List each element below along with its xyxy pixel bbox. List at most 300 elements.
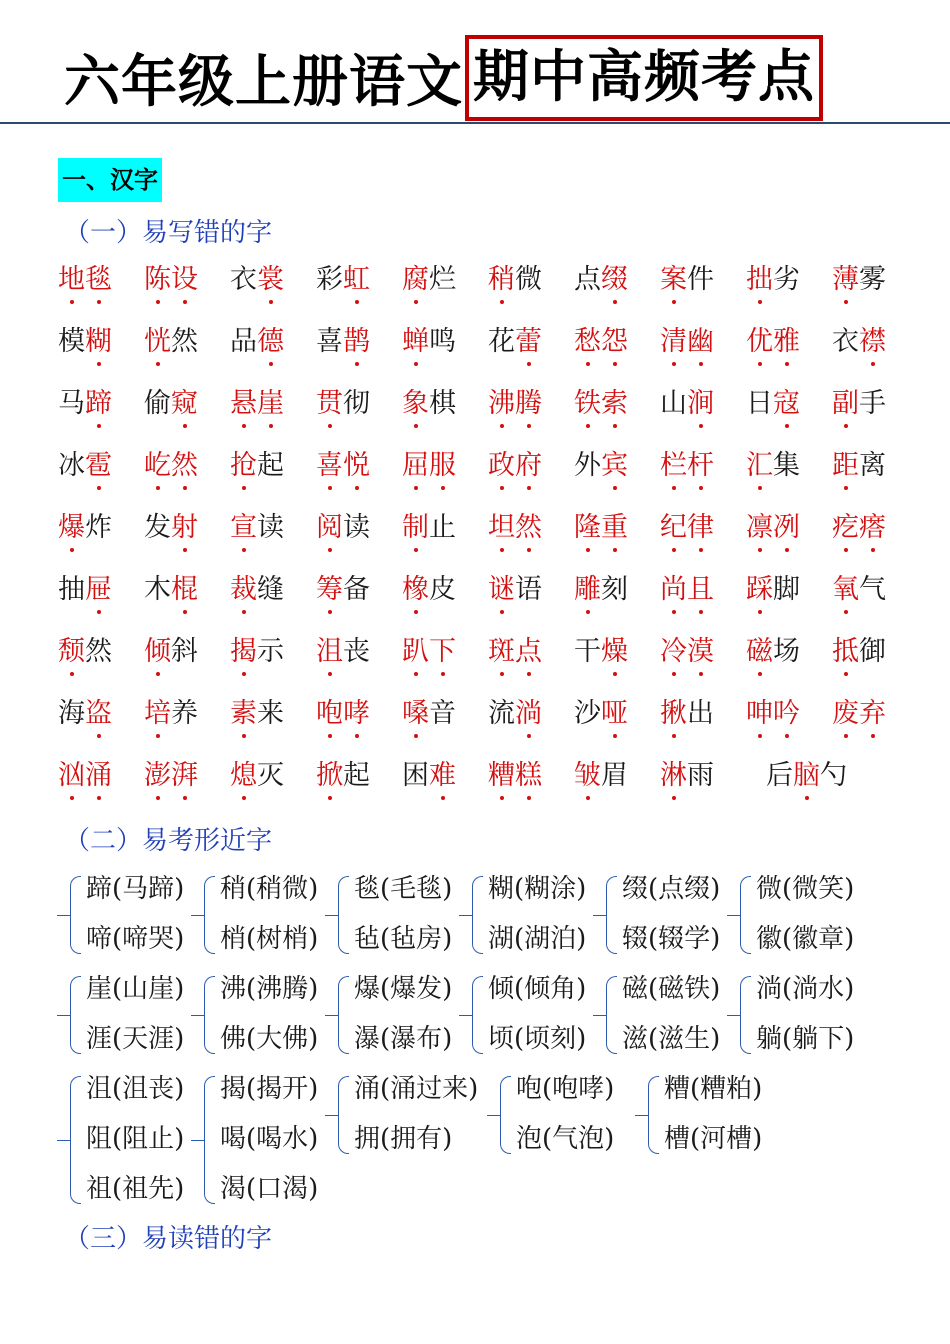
similar-char-entry: 倾(倾角) — [488, 974, 587, 1004]
highlighted-char: 揭 — [230, 624, 257, 680]
highlighted-char: 稍 — [488, 252, 515, 308]
word-item — [488, 624, 542, 680]
plain-char: 偷 — [144, 388, 171, 419]
similar-char-group — [516, 1064, 614, 1164]
highlighted-char: 毯 — [85, 252, 112, 308]
word-row — [58, 562, 938, 624]
highlighted-char: 愁 — [574, 314, 601, 370]
word-item — [316, 252, 370, 308]
brace-tip — [325, 1015, 339, 1016]
highlighted-char: 雹 — [85, 438, 112, 494]
highlighted-char: 象 — [402, 376, 429, 432]
highlighted-char: 裁 — [230, 562, 257, 618]
plain-char: 语 — [515, 574, 542, 605]
similar-char-entry: 辍(辍学) — [622, 924, 721, 954]
plain-char: 止 — [429, 512, 456, 543]
word-item — [316, 500, 370, 556]
word-item — [316, 686, 370, 742]
word-item — [660, 624, 714, 680]
word-row — [58, 252, 938, 314]
brace-tip — [57, 1015, 71, 1016]
plain-char: 然 — [171, 326, 198, 357]
word-item — [574, 438, 628, 494]
plain-char: 集 — [773, 450, 800, 481]
similar-char-entry: 瀑(瀑布) — [354, 1024, 453, 1054]
word-item — [58, 376, 112, 432]
word-item — [144, 624, 198, 680]
word-item — [746, 500, 800, 556]
group-brace — [740, 976, 751, 1054]
highlighted-char: 吟 — [773, 686, 800, 742]
highlighted-char: 澎 — [144, 748, 171, 804]
brace-tip — [593, 915, 607, 916]
word-item — [832, 376, 886, 432]
plain-char: 干 — [574, 636, 601, 667]
highlighted-char: 嗓 — [402, 686, 429, 742]
similar-char-entry: 沮(沮丧) — [86, 1074, 185, 1104]
brace-tip — [487, 1115, 501, 1116]
similar-char-entry: 淌(淌水) — [756, 974, 855, 1004]
plain-char: 劣 — [773, 264, 800, 295]
plain-char: 山 — [660, 388, 687, 419]
similar-char-entry: 糊(糊涂) — [488, 874, 587, 904]
plain-char: 御 — [859, 636, 886, 667]
highlighted-char: 盗 — [85, 686, 112, 742]
brace-tip — [325, 915, 339, 916]
word-item — [230, 624, 284, 680]
similar-char-group — [220, 864, 318, 964]
highlighted-char: 掀 — [316, 748, 343, 804]
highlighted-char: 咆 — [316, 686, 343, 742]
highlighted-char: 淋 — [660, 748, 687, 804]
similar-char-entry: 糟(糟粕) — [664, 1074, 763, 1104]
word-item — [746, 438, 800, 494]
word-item — [316, 624, 370, 680]
plain-char: 品 — [230, 326, 257, 357]
word-row — [58, 376, 938, 438]
plain-char: 花 — [488, 326, 515, 357]
similar-char-group — [756, 964, 854, 1064]
plain-char: 衣 — [832, 326, 859, 357]
plain-char: 读 — [257, 512, 284, 543]
word-item — [488, 314, 542, 370]
plain-char: 炸 — [85, 512, 112, 543]
page-title — [64, 30, 823, 126]
brace-tip — [325, 1115, 339, 1116]
word-item — [58, 500, 112, 556]
similar-char-entry: 蹄(马蹄) — [86, 874, 185, 904]
group-brace — [70, 1076, 81, 1204]
similar-char-entry: 稍(稍微) — [220, 874, 319, 904]
similar-char-entry: 揭(揭开) — [220, 1074, 319, 1104]
word-item — [144, 562, 198, 618]
highlighted-char: 屹 — [144, 438, 171, 494]
plain-char: 冰 — [58, 450, 85, 481]
highlighted-char: 湃 — [171, 748, 198, 804]
word-item — [746, 624, 800, 680]
similar-char-entry: 梢(树梢) — [220, 924, 319, 954]
highlighted-char: 襟 — [859, 314, 886, 370]
highlighted-char: 恍 — [144, 314, 171, 370]
title-divider — [0, 122, 950, 124]
plain-char: 发 — [144, 512, 171, 543]
highlighted-char: 德 — [257, 314, 284, 370]
highlighted-char: 优 — [746, 314, 773, 370]
highlighted-char: 难 — [429, 748, 456, 804]
highlighted-char: 沸 — [488, 376, 515, 432]
highlighted-char: 蝉 — [402, 314, 429, 370]
plain-char: 模 — [58, 326, 85, 357]
word-item — [144, 252, 198, 308]
highlighted-char: 糟 — [488, 748, 515, 804]
word-item — [488, 376, 542, 432]
similar-char-entry: 毡(毡房) — [354, 924, 453, 954]
word-item — [144, 686, 198, 742]
word-item — [316, 438, 370, 494]
word-item — [574, 376, 628, 432]
highlighted-char: 素 — [230, 686, 257, 742]
plain-char: 彩 — [316, 264, 343, 295]
plain-char: 木 — [144, 574, 171, 605]
highlighted-char: 冷 — [660, 624, 687, 680]
plain-char: 微 — [515, 264, 542, 295]
highlighted-char: 宣 — [230, 500, 257, 556]
highlighted-char: 踩 — [746, 562, 773, 618]
word-item — [230, 748, 284, 804]
plain-char: 出 — [687, 698, 714, 729]
brace-tip — [57, 1140, 71, 1141]
group-brace — [204, 876, 215, 954]
plain-char: 备 — [343, 574, 370, 605]
highlighted-char: 淌 — [515, 686, 542, 742]
highlighted-char: 尚 — [660, 562, 687, 618]
word-item — [230, 562, 284, 618]
highlighted-char: 窥 — [171, 376, 198, 432]
plain-char: 气 — [859, 574, 886, 605]
highlighted-char: 抵 — [832, 624, 859, 680]
brace-tip — [57, 915, 71, 916]
word-item — [574, 624, 628, 680]
brace-tip — [191, 915, 205, 916]
plain-char: 烂 — [429, 264, 456, 295]
highlighted-char: 揪 — [660, 686, 687, 742]
word-item — [402, 500, 456, 556]
group-brace — [204, 1076, 215, 1204]
highlighted-char: 铁 — [574, 376, 601, 432]
plain-char: 示 — [257, 636, 284, 667]
similar-char-entry: 缀(点缀) — [622, 874, 721, 904]
similar-char-group — [220, 964, 318, 1064]
word-row — [58, 748, 938, 810]
plain-char: 海 — [58, 698, 85, 729]
group-brace — [472, 976, 483, 1054]
group-brace — [338, 876, 349, 954]
highlighted-char: 凛 — [746, 500, 773, 556]
word-item — [574, 500, 628, 556]
similar-char-group — [354, 864, 452, 964]
similar-char-entry: 涌(涌过来) — [354, 1074, 479, 1104]
highlighted-char: 燥 — [601, 624, 628, 680]
plain-char: 起 — [343, 760, 370, 791]
word-item — [832, 438, 886, 494]
similar-char-group — [354, 1064, 478, 1164]
similar-char-entry: 佛(大佛) — [220, 1024, 319, 1054]
subsection-heading-similar-chars: （二）易考形近字 — [64, 826, 273, 856]
highlighted-char: 弃 — [859, 686, 886, 742]
similar-char-entry: 喝(喝水) — [220, 1124, 319, 1154]
plain-char: 脚 — [773, 574, 800, 605]
group-brace — [338, 976, 349, 1054]
highlighted-char: 地 — [58, 252, 85, 308]
similar-char-entry: 磁(磁铁) — [622, 974, 721, 1004]
highlighted-char: 然 — [171, 438, 198, 494]
plain-char: 斜 — [171, 636, 198, 667]
word-item — [316, 748, 370, 804]
word-item — [832, 252, 886, 308]
word-item — [144, 314, 198, 370]
group-brace — [338, 1076, 349, 1154]
group-brace — [740, 876, 751, 954]
highlighted-char: 府 — [515, 438, 542, 494]
plain-char: 彻 — [343, 388, 370, 419]
highlighted-char: 颓 — [58, 624, 85, 680]
word-item — [832, 562, 886, 618]
similar-char-entry: 毯(毛毯) — [354, 874, 453, 904]
word-item — [402, 252, 456, 308]
word-item — [574, 314, 628, 370]
highlighted-char: 漠 — [687, 624, 714, 680]
plain-char: 沙 — [574, 698, 601, 729]
word-item — [230, 376, 284, 432]
similar-char-entry: 滋(滋生) — [622, 1024, 721, 1054]
word-row — [58, 624, 938, 686]
highlighted-char: 下 — [429, 624, 456, 680]
title-main: 六年级上册语文 — [64, 50, 463, 115]
plain-char: 眉 — [601, 760, 628, 791]
highlighted-char: 裳 — [257, 252, 284, 308]
similar-char-entry: 沸(沸腾) — [220, 974, 319, 1004]
highlighted-char: 涧 — [687, 376, 714, 432]
word-item — [488, 686, 542, 742]
plain-char: 外 — [574, 450, 601, 481]
plain-char: 然 — [85, 636, 112, 667]
word-item — [402, 314, 456, 370]
brace-tip — [459, 915, 473, 916]
highlighted-char: 宾 — [601, 438, 628, 494]
group-brace — [606, 976, 617, 1054]
word-item — [488, 438, 542, 494]
highlighted-char: 涌 — [85, 748, 112, 804]
highlighted-char: 悬 — [230, 376, 257, 432]
word-item — [660, 252, 714, 308]
highlighted-char: 制 — [402, 500, 429, 556]
plain-char: 读 — [343, 512, 370, 543]
word-item — [832, 500, 886, 556]
similar-char-entry: 啼(啼哭) — [86, 924, 185, 954]
section-heading-hanzi: 一、汉字 — [58, 158, 162, 202]
word-item — [574, 252, 628, 308]
highlighted-char: 鹊 — [343, 314, 370, 370]
similar-char-entry: 泡(气泡) — [516, 1124, 615, 1154]
word-item — [230, 686, 284, 742]
word-item — [316, 314, 370, 370]
highlighted-char: 然 — [515, 500, 542, 556]
similar-char-entry: 顷(顷刻) — [488, 1024, 587, 1054]
subsection-heading-easy-misread: （三）易读错的字 — [64, 1224, 273, 1254]
word-row — [58, 438, 938, 500]
highlighted-char: 瘩 — [859, 500, 886, 556]
highlighted-char: 蕾 — [515, 314, 542, 370]
brace-tip — [459, 1015, 473, 1016]
similar-char-group — [86, 1064, 184, 1214]
plain-char: 起 — [257, 450, 284, 481]
word-item — [402, 748, 456, 804]
highlighted-char: 橡 — [402, 562, 429, 618]
highlighted-char: 培 — [144, 686, 171, 742]
group-brace — [648, 1076, 659, 1154]
word-item — [660, 748, 714, 804]
plain-char: 棋 — [429, 388, 456, 419]
brace-tip — [635, 1115, 649, 1116]
similar-char-entry: 爆(爆发) — [354, 974, 453, 1004]
highlighted-char: 副 — [832, 376, 859, 432]
word-item — [746, 314, 800, 370]
highlighted-char: 抢 — [230, 438, 257, 494]
plain-char: 皮 — [429, 574, 456, 605]
similar-char-entry: 咆(咆哮) — [516, 1074, 615, 1104]
highlighted-char: 幽 — [687, 314, 714, 370]
highlighted-char: 磁 — [746, 624, 773, 680]
highlighted-char: 清 — [660, 314, 687, 370]
highlighted-char: 哑 — [601, 686, 628, 742]
plain-char: 喜 — [316, 326, 343, 357]
word-item — [58, 686, 112, 742]
word-item — [402, 562, 456, 618]
plain-char: 马 — [58, 388, 85, 419]
similar-char-entry: 槽(河槽) — [664, 1124, 763, 1154]
plain-char: 抽 — [58, 574, 85, 605]
plain-char: 衣 — [230, 264, 257, 295]
word-item — [660, 438, 714, 494]
word-item — [488, 562, 542, 618]
word-item — [746, 686, 800, 742]
highlighted-char: 斑 — [488, 624, 515, 680]
word-grid — [58, 252, 938, 810]
highlighted-char: 腐 — [402, 252, 429, 308]
group-brace — [606, 876, 617, 954]
similar-char-entry: 拥(拥有) — [354, 1124, 453, 1154]
highlighted-char: 脑 — [793, 748, 820, 804]
word-item — [58, 314, 112, 370]
plain-char: 鸣 — [429, 326, 456, 357]
word-item — [574, 686, 628, 742]
word-item — [660, 686, 714, 742]
word-item — [144, 376, 198, 432]
plain-char: 灭 — [257, 760, 284, 791]
highlighted-char: 屈 — [402, 438, 429, 494]
word-item — [488, 252, 542, 308]
brace-tip — [727, 915, 741, 916]
plain-char: 件 — [687, 264, 714, 295]
word-item — [144, 748, 198, 804]
similar-char-group — [664, 1064, 762, 1164]
highlighted-char: 蹄 — [85, 376, 112, 432]
highlighted-char: 律 — [687, 500, 714, 556]
word-item — [488, 748, 542, 804]
word-item — [144, 500, 198, 556]
word-item — [660, 314, 714, 370]
word-item — [230, 438, 284, 494]
subsection-heading-easy-miswrite: （一）易写错的字 — [64, 218, 273, 248]
highlighted-char: 纪 — [660, 500, 687, 556]
highlighted-char: 距 — [832, 438, 859, 494]
group-brace — [204, 976, 215, 1054]
plain-char: 日 — [746, 388, 773, 419]
word-row — [58, 686, 938, 748]
highlighted-char: 腾 — [515, 376, 542, 432]
highlighted-char: 重 — [601, 500, 628, 556]
highlighted-char: 谜 — [488, 562, 515, 618]
word-item — [660, 562, 714, 618]
highlighted-char: 冽 — [773, 500, 800, 556]
highlighted-char: 索 — [601, 376, 628, 432]
similar-char-group — [488, 864, 586, 964]
highlighted-char: 屉 — [85, 562, 112, 618]
similar-char-group — [354, 964, 452, 1064]
word-item — [574, 562, 628, 618]
highlighted-char: 疙 — [832, 500, 859, 556]
similar-char-entry: 徽(徽章) — [756, 924, 855, 954]
word-item — [58, 562, 112, 618]
highlighted-char: 且 — [687, 562, 714, 618]
highlighted-char: 阅 — [316, 500, 343, 556]
similar-char-group — [756, 864, 854, 964]
highlighted-char: 呻 — [746, 686, 773, 742]
highlighted-char: 糊 — [85, 314, 112, 370]
highlighted-char: 汹 — [58, 748, 85, 804]
highlighted-char: 趴 — [402, 624, 429, 680]
word-item — [402, 376, 456, 432]
word-item — [230, 500, 284, 556]
highlighted-char: 隆 — [574, 500, 601, 556]
highlighted-char: 倾 — [144, 624, 171, 680]
plain-char: 场 — [773, 636, 800, 667]
brace-tip — [191, 1015, 205, 1016]
highlighted-char: 政 — [488, 438, 515, 494]
plain-char: 勺 — [820, 760, 847, 791]
group-brace — [472, 876, 483, 954]
highlighted-char: 贯 — [316, 376, 343, 432]
plain-char: 音 — [429, 698, 456, 729]
word-item — [58, 748, 112, 804]
similar-char-group — [622, 864, 720, 964]
word-item — [832, 686, 886, 742]
highlighted-char: 栏 — [660, 438, 687, 494]
word-item — [402, 438, 456, 494]
group-brace — [70, 976, 81, 1054]
similar-char-group — [86, 864, 184, 964]
similar-char-entry: 阻(阻止) — [86, 1124, 185, 1154]
plain-char: 雨 — [687, 760, 714, 791]
similar-char-group — [622, 964, 720, 1064]
plain-char: 缝 — [257, 574, 284, 605]
highlighted-char: 点 — [515, 624, 542, 680]
highlighted-char: 杆 — [687, 438, 714, 494]
word-item — [766, 748, 847, 804]
highlighted-char: 氧 — [832, 562, 859, 618]
plain-char: 离 — [859, 450, 886, 481]
word-item — [832, 624, 886, 680]
